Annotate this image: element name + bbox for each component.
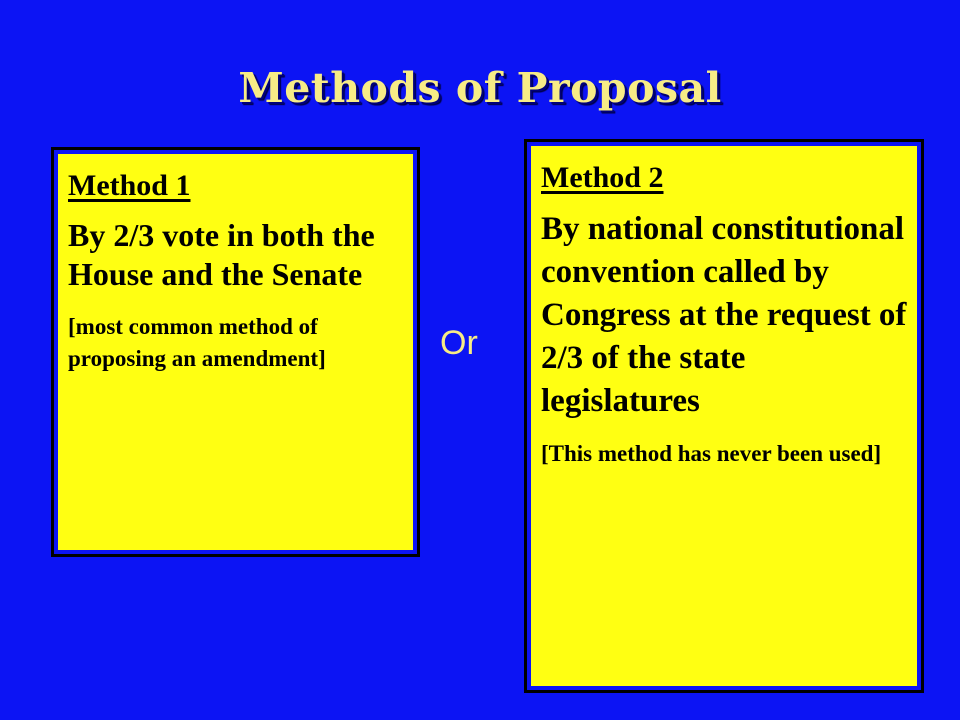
method-2-text: By national constitutional convention called by Congress at the request of 2/3 of the state legislatures — [541, 211, 907, 419]
slide-title: Methods of Proposal — [238, 64, 722, 112]
method-1-box — [54, 150, 417, 554]
method-2-box — [527, 142, 921, 690]
method-2-heading: Method 2 — [541, 161, 664, 194]
method-1-note: [most common method of proposing an amendment] — [68, 314, 326, 371]
method-1-text: By 2/3 vote in both the House and the Senate — [68, 217, 375, 292]
method-1-heading: Method 1 — [68, 169, 191, 202]
or-separator: Or — [440, 324, 478, 362]
method-2-note: [This method has never been used] — [541, 441, 882, 467]
